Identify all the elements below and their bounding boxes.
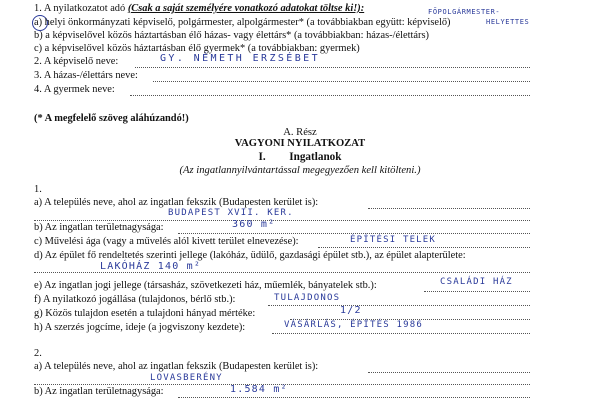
p1-b-value[interactable]: 360 m² [232,219,276,230]
p2-b-dots [178,397,530,398]
p1-a-value[interactable]: BUDAPEST XVII. KER. [168,208,294,218]
p1-e-dots [424,291,530,292]
property2-number: 2. [34,348,42,359]
p1-h-label: h) A szerzés jogcíme, ideje (a jogviszony kezdete): [34,322,246,333]
p1-c-dots [318,247,530,248]
p1-a-dots-2 [34,220,530,221]
p1-a-label: a) A település neve, ahol az ingatlan fekszik (Budapesten kerület is): [34,197,319,208]
section-subtitle: Ingatlanok [289,151,342,163]
p2-a-value[interactable]: LOVASBERÉNY [150,373,223,383]
p1-f-label: f) A nyilatkozó jogállása (tulajdonos, bérlő stb.): [34,294,236,305]
field2-label: 2. A képviselő neve: [34,56,119,67]
part-label: A. Rész [283,127,317,138]
field2-value[interactable]: GY. NÉMETH ERZSÉBET [160,53,320,64]
option-b[interactable]: b) a képviselővel közös háztartásban élő házas- vagy élettárs* (a továbbiakban: házas-/élettárs) [34,30,429,41]
item1-line [34,3,364,15]
p1-c-label: c) Művelési ága (vagy a művelés alól kivett terület elnevezése): [34,236,299,247]
p1-a-dots [368,208,530,209]
p2-a-label: a) A település neve, ahol az ingatlan fekszik (Budapesten kerület is): [34,361,319,372]
field4-label: 4. A gyermek neve: [34,84,115,95]
footnote: (* A megfelelő szöveg aláhúzandó!) [34,113,189,124]
margin-note-2: HELYETTES [486,18,530,26]
field2-dots [135,67,530,68]
field3-label: 3. A házas-/élettárs neve: [34,70,138,81]
field3-dots[interactable] [153,81,530,82]
field4-dots[interactable] [130,95,530,96]
p1-f-dots [268,305,530,306]
p1-f-value[interactable]: TULAJDONOS [274,293,341,303]
option-a[interactable]: a) helyi önkormányzati képviselő, polgármester, alpolgármester* (a továbbiakban együtt: képviselő) [34,17,451,28]
p1-d-value[interactable]: LAKÓHÁZ 140 m² [100,261,202,272]
p1-d-label: d) Az épület fő rendeltetés szerinti jellege (lakóház, üdülő, gazdasági épület stb.), az épület alapterülete: [34,250,466,261]
item1-prefix: 1. A nyilatkozatot adó [34,3,126,14]
p2-b-label: b) Az ingatlan területnagysága: [34,386,164,397]
option-c[interactable]: c) a képviselővel közös háztartásban élő gyermek* (a továbbiakban: gyermek) [34,43,360,54]
p1-e-label: e) Az ingatlan jogi jellege (társasház, szövetkezeti ház, műemlék, bányatelek stb.): [34,280,377,291]
p1-d-dots [34,272,530,273]
item1-instruction: (Csak a saját személyére vonatkozó adatokat töltse ki!): [127,3,365,14]
p2-a-dots [368,372,530,373]
margin-note-1: FŐPOLGÁRMESTER- [428,8,501,16]
p1-c-value[interactable]: ÉPÍTÉSI TELEK [350,235,437,245]
p1-g-value[interactable]: 1/2 [340,305,362,316]
section-title: VAGYONI NYILATKOZAT [234,138,366,149]
property1-number: 1. [34,184,42,195]
p1-e-value[interactable]: CSALÁDI HÁZ [440,277,513,287]
p1-g-label: g) Közös tulajdon esetén a tulajdoni hányad mértéke: [34,308,256,319]
p1-h-value[interactable]: VÁSÁRLÁS, ÉPÍTÉS 1986 [284,320,423,330]
section-roman: I. [258,151,266,163]
section-heading [0,151,600,163]
p2-b-value[interactable]: 1.584 m² [230,384,288,395]
p1-b-label: b) Az ingatlan területnagysága: [34,222,164,233]
section-note: (Az ingatlannyilvántartással megegyezően kell kitölteni.) [179,165,421,176]
p1-b-dots [178,233,530,234]
p1-h-dots [272,333,530,334]
